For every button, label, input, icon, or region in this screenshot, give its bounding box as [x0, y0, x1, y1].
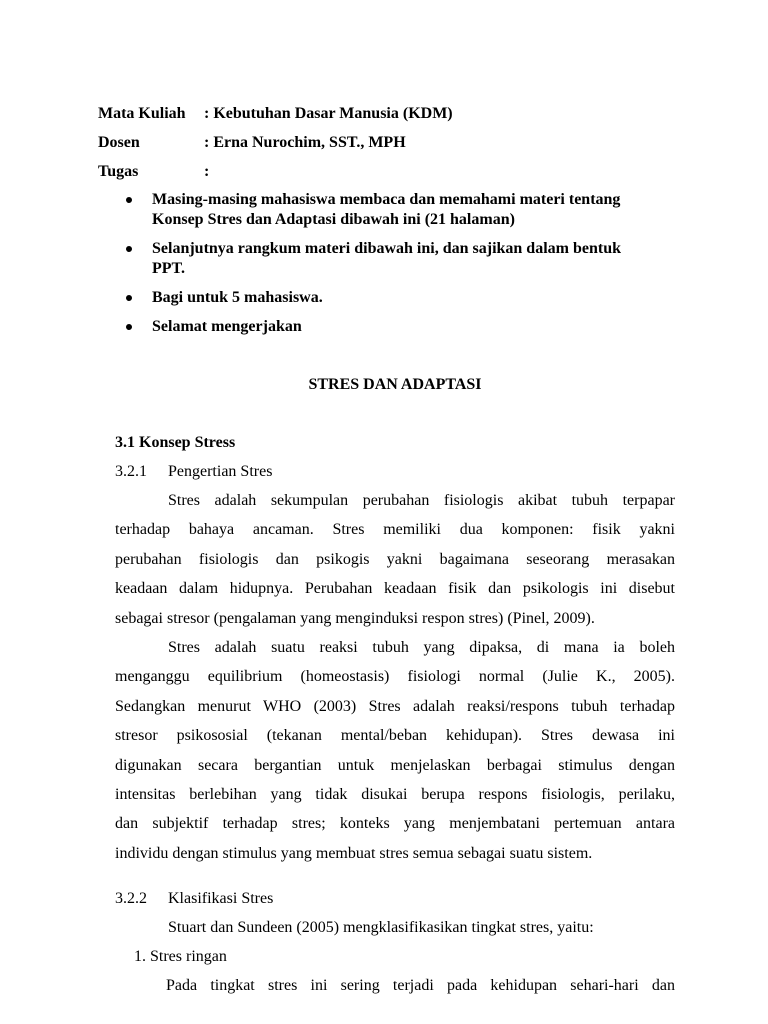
lecturer-value: : Erna Nurochim, SST., MPH [204, 134, 406, 151]
course-value: : Kebutuhan Dasar Manusia (KDM) [204, 105, 453, 122]
subsection-number: 3.2.2 [115, 890, 147, 907]
paragraph-line: perubahan fisiologis dan psikogis yakni bagaimana seseorang merasakan [115, 550, 675, 568]
paragraph-line: sebagai stresor (pengalaman yang menginduksi respon stres) (Pinel, 2009). [115, 609, 595, 627]
section-heading: 3.1 Konsep Stress [115, 434, 236, 451]
task-item [126, 190, 646, 230]
subsection-title: Klasifikasi Stres [168, 890, 274, 907]
paragraph-line: Stres adalah sekumpulan perubahan fisiologis akibat tubuh terpapar [168, 492, 675, 509]
paragraph-classification [115, 913, 675, 942]
course-label: Mata Kuliah [98, 105, 186, 122]
subsection-title: Pengertian Stres [168, 463, 273, 480]
task-item [126, 317, 646, 337]
paragraph-line: Sedangkan menurut WHO (2003) Stres adalah reaksi/respons tubuh terhadap [115, 697, 675, 715]
subsection-heading-definition [115, 462, 272, 482]
task-text: Selanjutnya rangkum materi dibawah ini, dan sajikan dalam bentuk PPT. [152, 240, 621, 277]
paragraph-definition-1 [115, 486, 675, 633]
task-text: Masing-masing mahasiswa membaca dan memahami materi tentang Konsep Stres dan Adaptasi dibawah ini (21 halaman) [152, 191, 621, 228]
bullet-icon [126, 197, 132, 203]
paragraph-line: menganggu equilibrium (homeostasis) fisiologi normal (Julie K., 2005). [115, 668, 675, 686]
paragraph-line: Stres adalah suatu reaksi tubuh yang dipaksa, di mana ia boleh [168, 639, 675, 656]
task-list [126, 190, 646, 346]
paragraph-mild-stress [115, 971, 675, 1000]
paragraph-line: individu dengan stimulus yang membuat stres semua sebagai suatu sistem. [115, 844, 593, 862]
paragraph-definition-2 [115, 633, 675, 868]
subsection-heading-classification [115, 889, 273, 909]
task-text: Bagi untuk 5 mahasiswa. [152, 289, 323, 306]
task-label: Tugas [98, 163, 139, 180]
paragraph-line: digunakan secara bergantian untuk menjelaskan berbagai stimulus dengan [115, 756, 675, 774]
lecturer-label: Dosen [98, 134, 140, 151]
document-title: STRES DAN ADAPTASI [308, 376, 482, 393]
bullet-icon [126, 324, 132, 330]
task-value: : [204, 163, 210, 180]
paragraph-line: Pada tingkat stres ini sering terjadi pada kehidupan sehari-hari dan [166, 977, 675, 994]
paragraph-line: keadaan dalam hidupnya. Perubahan keadaan fisik dan psikologis ini disebut [115, 580, 675, 598]
paragraph-line: terhadap bahaya ancaman. Stres memiliki dua komponen: fisik yakni [115, 521, 675, 539]
list-item-mild-stress: 1. Stres ringan [134, 948, 227, 965]
subsection-number: 3.2.1 [115, 463, 147, 480]
paragraph-line: stresor psikososial (tekanan mental/beban kehidupan). Stres dewasa ini [115, 727, 675, 745]
paragraph-line: intensitas berlebihan yang tidak disukai berupa respons fisiologis, perilaku, [115, 786, 675, 804]
bullet-icon [126, 295, 132, 301]
task-item [126, 288, 646, 308]
task-text: Selamat mengerjakan [152, 318, 302, 335]
paragraph-line: Stuart dan Sundeen (2005) mengklasifikasikan tingkat stres, yaitu: [168, 919, 594, 936]
paragraph-line: dan subjektif terhadap stres; konteks yang menjembatani pertemuan antara [115, 815, 675, 833]
task-item [126, 239, 646, 279]
bullet-icon [126, 246, 132, 252]
